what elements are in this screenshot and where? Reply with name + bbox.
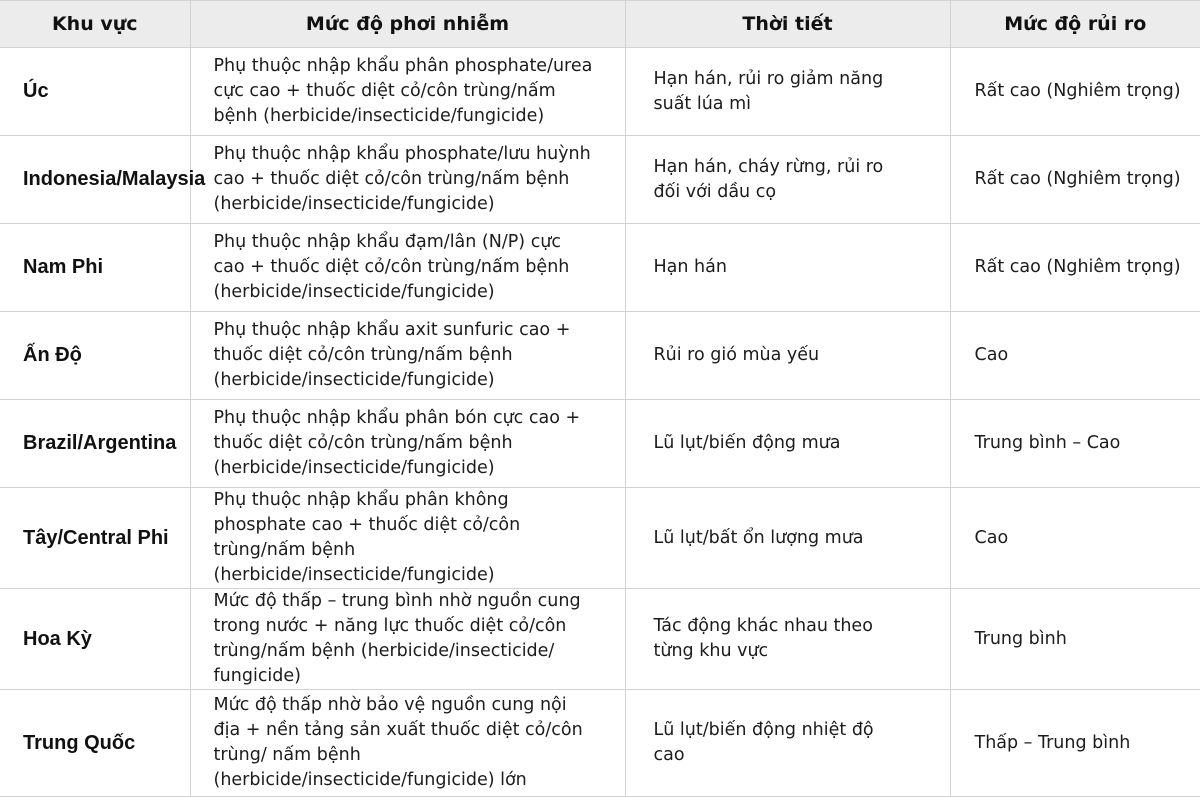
risk-cell: Cao xyxy=(950,312,1200,400)
table-row xyxy=(0,48,1200,136)
risk-cell: Cao xyxy=(950,488,1200,589)
region-cell: Ấn Độ xyxy=(0,312,190,400)
weather-cell: Lũ lụt/biến động nhiệt độ cao xyxy=(625,690,950,797)
region-cell: Hoa Kỳ xyxy=(0,589,190,690)
table-row xyxy=(0,690,1200,797)
exposure-cell: Phụ thuộc nhập khẩu phân phosphate/urea cực cao + thuốc diệt cỏ/côn trùng/nấm bệnh (herbicide/insecticide/fungicide) xyxy=(190,48,625,136)
region-cell: Tây/Central Phi xyxy=(0,488,190,589)
weather-cell: Hạn hán, cháy rừng, rủi ro đối với dầu cọ xyxy=(625,136,950,224)
region-cell: Úc xyxy=(0,48,190,136)
header-exposure: Mức độ phơi nhiễm xyxy=(190,1,625,48)
table-row xyxy=(0,400,1200,488)
risk-cell: Trung bình xyxy=(950,589,1200,690)
risk-cell: Rất cao (Nghiêm trọng) xyxy=(950,48,1200,136)
exposure-cell: Phụ thuộc nhập khẩu phân bón cực cao + thuốc diệt cỏ/côn trùng/nấm bệnh (herbicide/insecticide/fungicide) xyxy=(190,400,625,488)
weather-cell: Hạn hán, rủi ro giảm năng suất lúa mì xyxy=(625,48,950,136)
risk-cell: Rất cao (Nghiêm trọng) xyxy=(950,136,1200,224)
region-cell: Trung Quốc xyxy=(0,690,190,797)
table-header xyxy=(0,1,1200,48)
header-weather: Thời tiết xyxy=(625,1,950,48)
header-row xyxy=(0,1,1200,48)
weather-cell: Lũ lụt/bất ổn lượng mưa xyxy=(625,488,950,589)
table-row xyxy=(0,312,1200,400)
table-body xyxy=(0,48,1200,797)
table-row xyxy=(0,224,1200,312)
exposure-cell: Phụ thuộc nhập khẩu axit sunfuric cao + thuốc diệt cỏ/côn trùng/nấm bệnh (herbicide/insecticide/fungicide) xyxy=(190,312,625,400)
table-row xyxy=(0,589,1200,690)
exposure-cell: Phụ thuộc nhập khẩu phosphate/lưu huỳnh cao + thuốc diệt cỏ/côn trùng/nấm bệnh (herbicide/insecticide/fungicide) xyxy=(190,136,625,224)
table-row xyxy=(0,488,1200,589)
weather-cell: Lũ lụt/biến động mưa xyxy=(625,400,950,488)
header-region: Khu vực xyxy=(0,1,190,48)
region-cell: Indonesia/Malaysia xyxy=(0,136,190,224)
region-cell: Nam Phi xyxy=(0,224,190,312)
weather-cell: Tác động khác nhau theo từng khu vực xyxy=(625,589,950,690)
exposure-cell: Mức độ thấp – trung bình nhờ nguồn cung trong nước + năng lực thuốc diệt cỏ/côn trùng/nấm bệnh (herbicide/insecticide/ fungicide) xyxy=(190,589,625,690)
region-cell: Brazil/Argentina xyxy=(0,400,190,488)
risk-cell: Trung bình – Cao xyxy=(950,400,1200,488)
table-row xyxy=(0,136,1200,224)
exposure-cell: Phụ thuộc nhập khẩu đạm/lân (N/P) cực cao + thuốc diệt cỏ/côn trùng/nấm bệnh (herbicide/insecticide/fungicide) xyxy=(190,224,625,312)
risk-cell: Thấp – Trung bình xyxy=(950,690,1200,797)
weather-cell: Hạn hán xyxy=(625,224,950,312)
exposure-cell: Phụ thuộc nhập khẩu phân không phosphate cao + thuốc diệt cỏ/côn trùng/nấm bệnh (herbicide/insecticide/fungicide) xyxy=(190,488,625,589)
risk-cell: Rất cao (Nghiêm trọng) xyxy=(950,224,1200,312)
weather-cell: Rủi ro gió mùa yếu xyxy=(625,312,950,400)
header-risk: Mức độ rủi ro xyxy=(950,1,1200,48)
exposure-cell: Mức độ thấp nhờ bảo vệ nguồn cung nội địa + nền tảng sản xuất thuốc diệt cỏ/côn trùng/ nấm bệnh (herbicide/insecticide/fungicide) lớn xyxy=(190,690,625,797)
